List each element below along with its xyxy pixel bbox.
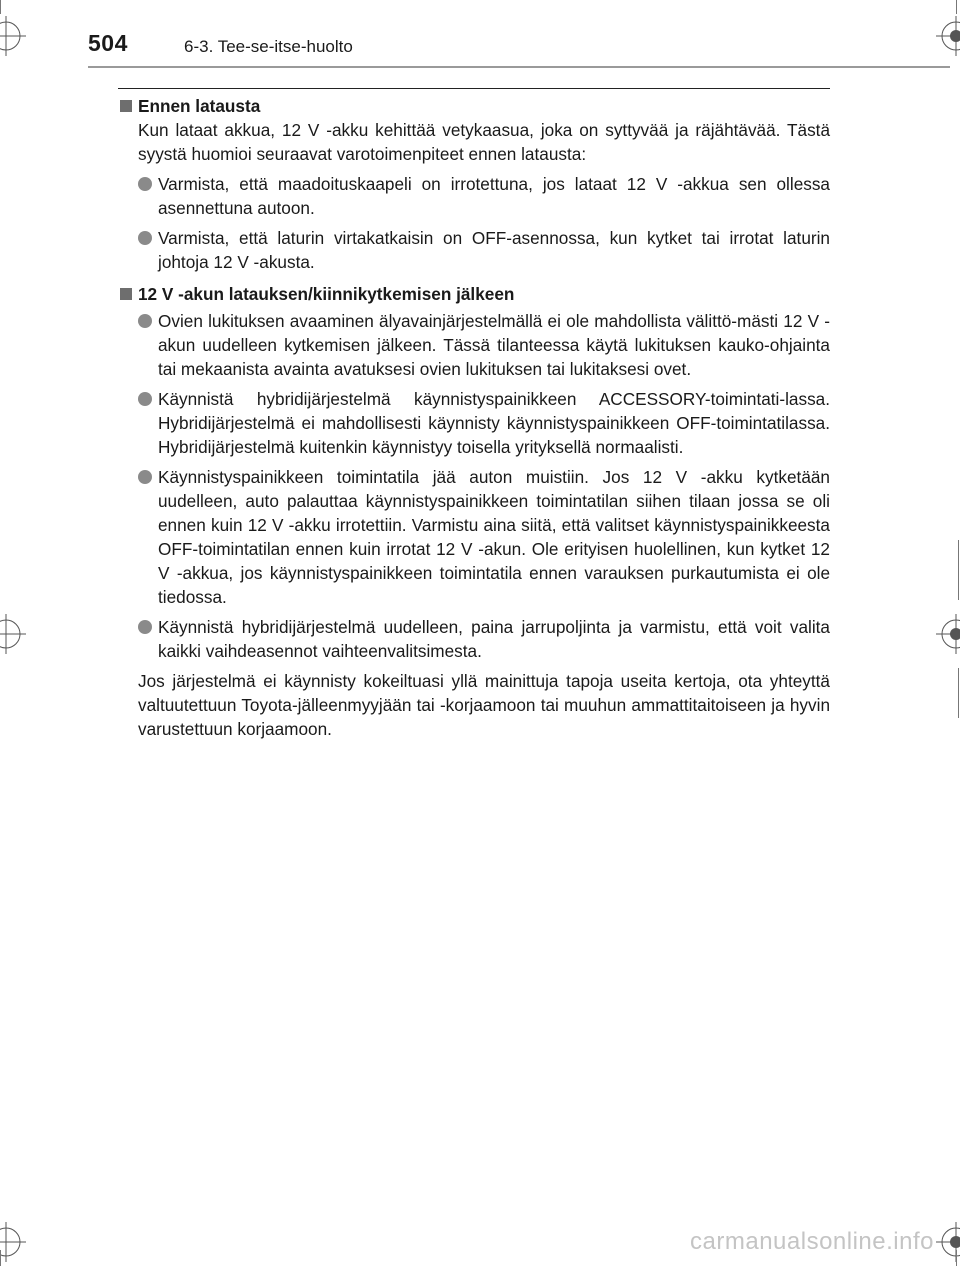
crop-line-right-mid-upper bbox=[958, 540, 959, 600]
list-item-text: Käynnistä hybridijärjestelmä uudelleen, paina jarrupoljinta ja varmistu, että voit valita kaikki vaihdeasennot vaihteenvalitsimesta. bbox=[158, 617, 830, 661]
square-bullet-icon bbox=[120, 100, 132, 112]
registration-mark-mid-left-icon bbox=[0, 614, 26, 654]
watermark: carmanualsonline.info bbox=[690, 1228, 934, 1255]
list-item-text: Ovien lukituksen avaaminen älyavainjärjestelmällä ei ole mahdollista välittö-mästi 12 V -akun uudelleen kytkemisen jälkeen. Tässä tilanteessa käytä lukituksen kauko-ohjainta tai mekaanista avainta avatuksesi ovien lukituksen tai lukitaksesi ovet. bbox=[158, 311, 830, 379]
circle-bullet-icon bbox=[138, 620, 152, 634]
page-content bbox=[120, 94, 830, 741]
list-item bbox=[120, 309, 830, 381]
header-rule-thick bbox=[88, 66, 950, 68]
list-item bbox=[120, 615, 830, 663]
section-heading bbox=[120, 282, 830, 306]
page-number: 504 bbox=[88, 30, 128, 56]
section-title: 6-3. Tee-se-itse-huolto bbox=[184, 37, 353, 56]
list-item bbox=[120, 387, 830, 459]
section-intro: Kun lataat akkua, 12 V -akku kehittää vetykaasua, joka on syttyvää ja räjähtävää. Tästä syystä huomioi seuraavat varotoimenpiteet ennen latausta: bbox=[138, 120, 830, 164]
section-heading-text: Ennen latausta bbox=[138, 96, 261, 116]
list-item bbox=[120, 226, 830, 274]
registration-mark-bottom-left-icon bbox=[0, 1222, 26, 1262]
list-item-text: Varmista, että maadoituskaapeli on irrotettuna, jos lataat 12 V -akkua sen ollessa asennettuna autoon. bbox=[158, 174, 830, 218]
header-rule bbox=[118, 88, 830, 89]
circle-bullet-icon bbox=[138, 470, 152, 484]
circle-bullet-icon bbox=[138, 392, 152, 406]
list-item-text: Käynnistyspainikkeen toimintatila jää auton muistiin. Jos 12 V -akku kytketään uudelleen, auto palauttaa käynnistyspainikkeen toimintatilan siihen tilaan jossa se oli ennen kuin 12 V -akku irrotettiin. Varmistu aina siitä, että valitset käynnistyspainikkeesta OFF-toimintatilan ennen kuin irrotat 12 V -akun. Ole erityisen huolellinen, kun kytket 12 V -akkua, jos käynnistyspainikkeen toimintatila ennen varauksen purkautumista ei ole tiedossa. bbox=[158, 467, 830, 607]
crop-line-bottom-left bbox=[0, 1250, 1, 1266]
circle-bullet-icon bbox=[138, 231, 152, 245]
crop-line-bottom-right bbox=[956, 1250, 957, 1266]
circle-bullet-icon bbox=[138, 314, 152, 328]
crop-line-top-left bbox=[0, 0, 1, 14]
registration-mark-top-right-icon bbox=[936, 16, 960, 56]
closing-paragraph: Jos järjestelmä ei käynnisty kokeiltuasi yllä mainittuja tapoja useita kertoja, ota yhteyttä valtuutettuun Toyota-jälleenmyyjään tai -korjaamoon tai muuhun ammattitaitoiseen ja hyvin varustettuun korjaamoon. bbox=[138, 671, 830, 739]
list-item bbox=[120, 172, 830, 220]
section-heading-text: 12 V -akun latauksen/kiinnikytkemisen jälkeen bbox=[138, 284, 515, 304]
crop-line-right-mid-lower bbox=[958, 668, 959, 718]
list-item-text: Käynnistä hybridijärjestelmä käynnistyspainikkeen ACCESSORY-toimintati-lassa. Hybridijärjestelmä ei mahdollisesti käynnisty käynnistyspainikkeen OFF-toimintatilassa. Hybridijärjestelmä kuitenkin käynnistyy toisella yrityksellä normaalisti. bbox=[158, 389, 830, 457]
section-heading bbox=[120, 94, 830, 118]
crop-line-top-right bbox=[956, 0, 957, 14]
registration-mark-top-left-icon bbox=[0, 16, 26, 56]
square-bullet-icon bbox=[120, 288, 132, 300]
list-item-text: Varmista, että laturin virtakatkaisin on OFF-asennossa, kun kytket tai irrotat laturin johtoja 12 V -akusta. bbox=[158, 228, 830, 272]
registration-mark-mid-right-icon bbox=[936, 614, 960, 654]
list-item bbox=[120, 465, 830, 609]
circle-bullet-icon bbox=[138, 177, 152, 191]
